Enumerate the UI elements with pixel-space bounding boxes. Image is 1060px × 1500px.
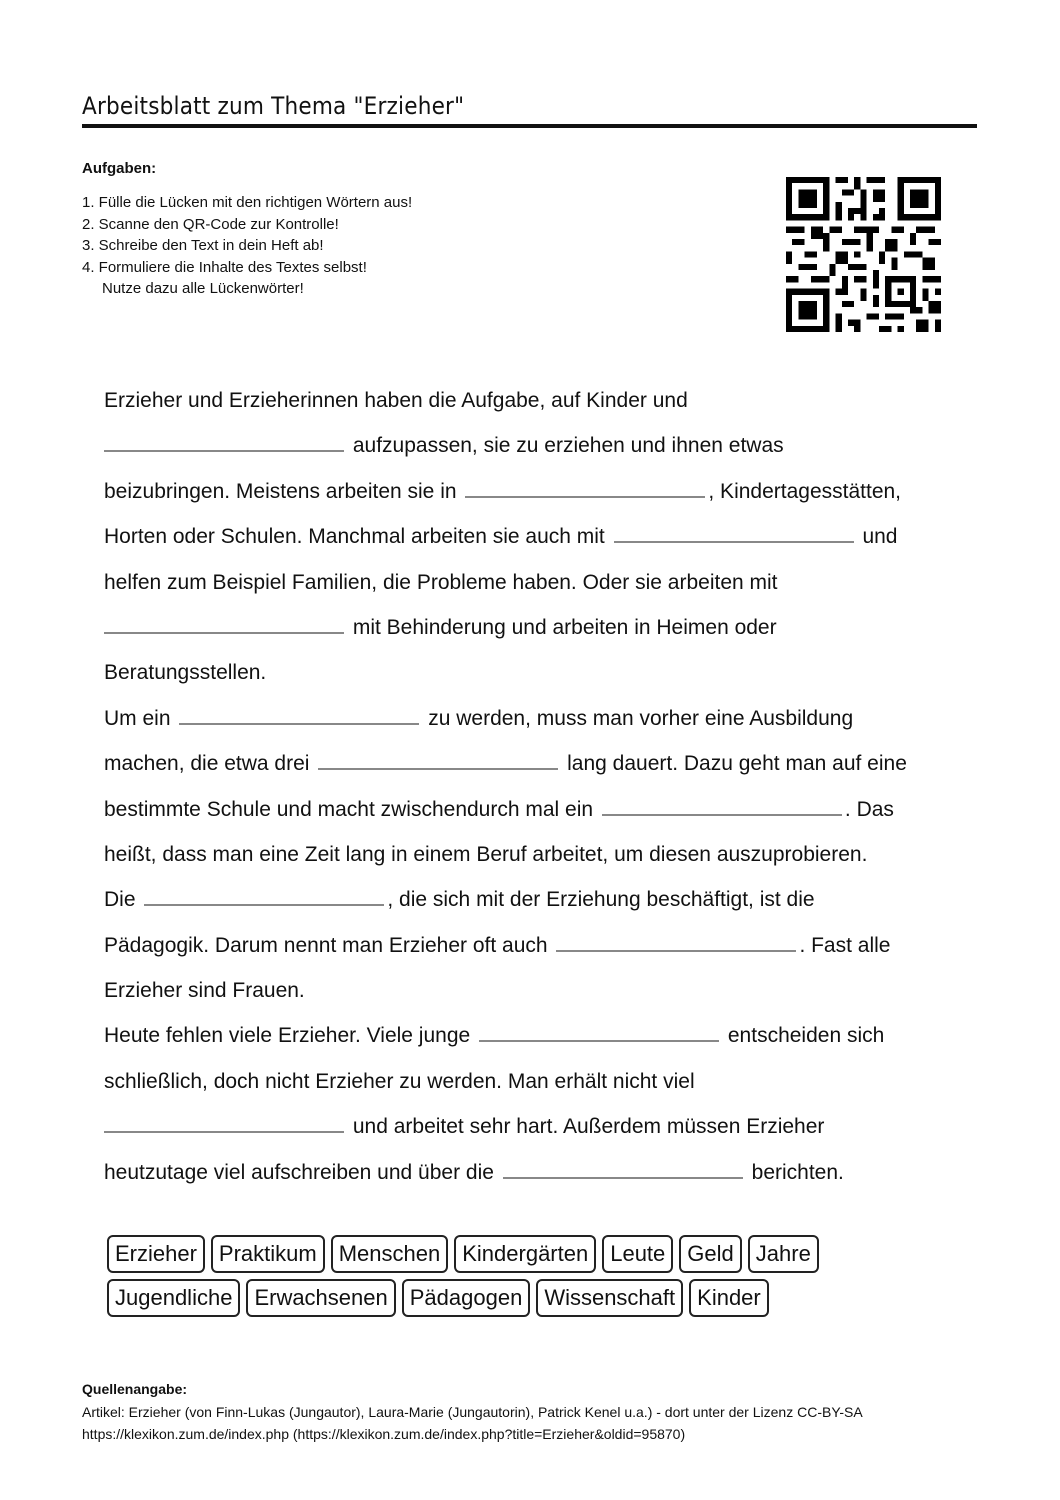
text-line: heutzutage viel aufschreiben und über die berichten. — [104, 1150, 984, 1195]
text-line: aufzupassen, sie zu erziehen und ihnen etwas — [104, 423, 984, 468]
qr-code-icon — [786, 177, 941, 332]
task-item-continuation: Nutze dazu alle Lückenwörter! — [102, 280, 304, 297]
tasks-heading: Aufgaben: — [82, 160, 157, 177]
blank-field[interactable] — [503, 1155, 743, 1179]
source-text — [82, 1401, 863, 1445]
source-heading: Quellenangabe: — [82, 1381, 188, 1397]
word-bank-row — [107, 1279, 987, 1317]
text-line: und arbeitet sehr hart. Außerdem müssen Erzieher — [104, 1104, 984, 1149]
blank-field[interactable] — [104, 1109, 344, 1133]
task-item: 1. Fülle die Lücken mit den richtigen Wörtern aus! — [82, 194, 413, 211]
blank-field[interactable] — [465, 474, 705, 498]
text-line: mit Behinderung und arbeiten in Heimen oder — [104, 605, 984, 650]
source-line: Artikel: Erzieher (von Finn-Lukas (Jungautor), Laura-Marie (Jungautorin), Patrick Kenel u.a.) - dort unter der Lizenz CC-BY-SA — [82, 1404, 863, 1420]
word-chip[interactable]: Wissenschaft — [536, 1279, 683, 1317]
text-line: Erzieher sind Frauen. — [104, 979, 305, 1003]
text-line: Horten oder Schulen. Manchmal arbeiten sie auch mit und — [104, 514, 984, 559]
word-chip[interactable]: Erzieher — [107, 1235, 205, 1273]
text-line: Heute fehlen viele Erzieher. Viele junge entscheiden sich — [104, 1013, 984, 1058]
word-bank-row — [107, 1235, 987, 1273]
page-title: Arbeitsblatt zum Thema "Erzieher" — [82, 92, 465, 120]
blank-field[interactable] — [614, 519, 854, 543]
text-line: Um ein zu werden, muss man vorher eine Ausbildung — [104, 696, 984, 741]
task-item: 3. Schreibe den Text in dein Heft ab! — [82, 237, 324, 254]
text-line: schließlich, doch nicht Erzieher zu werden. Man erhält nicht viel — [104, 1069, 695, 1093]
word-chip[interactable]: Kinder — [689, 1279, 769, 1317]
word-bank — [107, 1235, 987, 1323]
word-chip[interactable]: Kindergärten — [454, 1235, 596, 1273]
source-url[interactable]: https://klexikon.zum.de/index.php (https://klexikon.zum.de/index.php?title=Erzieher&oldid=95870) — [82, 1426, 686, 1442]
word-chip[interactable]: Jugendliche — [107, 1279, 240, 1317]
task-list — [82, 192, 412, 300]
word-chip[interactable]: Jahre — [748, 1235, 819, 1273]
title-divider — [82, 124, 977, 128]
blank-field[interactable] — [144, 882, 384, 906]
text-line: bestimmte Schule und macht zwischendurch mal ein . Das — [104, 787, 984, 832]
word-chip[interactable]: Geld — [679, 1235, 741, 1273]
text-line: Pädagogik. Darum nennt man Erzieher oft auch . Fast alle — [104, 923, 984, 968]
text-line: machen, die etwa drei lang dauert. Dazu geht man auf eine — [104, 741, 984, 786]
word-chip[interactable]: Leute — [602, 1235, 673, 1273]
text-line: heißt, dass man eine Zeit lang in einem Beruf arbeitet, um diesen auszuprobieren. — [104, 842, 868, 866]
text-line: Beratungsstellen. — [104, 661, 267, 685]
blank-field[interactable] — [479, 1018, 719, 1042]
text-line: Die , die sich mit der Erziehung beschäftigt, ist die — [104, 877, 984, 922]
text-line: Erzieher und Erzieherinnen haben die Aufgabe, auf Kinder und — [104, 389, 688, 412]
blank-field[interactable] — [179, 701, 419, 725]
word-chip[interactable]: Menschen — [331, 1235, 449, 1273]
text-line: helfen zum Beispiel Familien, die Probleme haben. Oder sie arbeiten mit — [104, 570, 778, 594]
cloze-text — [104, 378, 984, 1195]
word-chip[interactable]: Praktikum — [211, 1235, 325, 1273]
word-chip[interactable]: Pädagogen — [402, 1279, 531, 1317]
blank-field[interactable] — [556, 928, 796, 952]
blank-field[interactable] — [104, 428, 344, 452]
blank-field[interactable] — [104, 610, 344, 634]
word-chip[interactable]: Erwachsenen — [246, 1279, 395, 1317]
task-item: 2. Scanne den QR-Code zur Kontrolle! — [82, 215, 339, 233]
text-line: beizubringen. Meistens arbeiten sie in , Kindertagesstätten, — [104, 469, 984, 514]
task-item: 4. Formuliere die Inhalte des Textes selbst! — [82, 258, 367, 276]
blank-field[interactable] — [602, 792, 842, 816]
blank-field[interactable] — [318, 746, 558, 770]
